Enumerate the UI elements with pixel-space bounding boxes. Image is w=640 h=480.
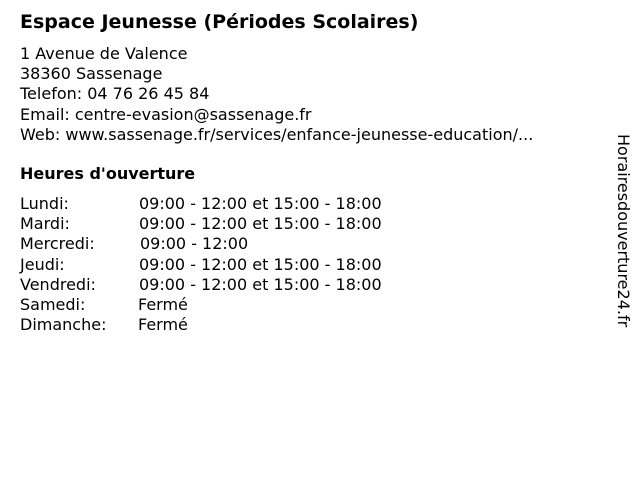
street-address: 1 Avenue de Valence (20, 44, 188, 63)
time-value: 09:00 - 12:00 (140, 234, 249, 254)
city-postal: 38360 Sassenage (20, 64, 163, 84)
phone-line: Telefon: 04 76 26 45 84 (20, 84, 210, 104)
day-label: Mardi: (20, 214, 70, 234)
time-value: 09:00 - 12:00 et 15:00 - 18:00 (139, 274, 382, 294)
hours-heading: Heures d'ouverture (20, 164, 196, 183)
email-line: Email: centre-evasion@sassenage.fr (20, 104, 312, 124)
day-label: Samedi: (20, 294, 86, 314)
day-label: Vendredi: (20, 274, 96, 294)
web-line: Web: www.sassenage.fr/services/enfance-jeunesse-education/... (20, 124, 534, 144)
time-value: 09:00 - 12:00 et 15:00 - 18:00 (139, 254, 382, 274)
address-block (20, 44, 533, 145)
time-value: 09:00 - 12:00 et 15:00 - 18:00 (139, 194, 382, 213)
day-label: Lundi: (20, 194, 69, 213)
day-label: Dimanche: (20, 315, 107, 335)
day-label: Mercredi: (20, 234, 95, 254)
day-label: Jeudi: (20, 254, 65, 274)
site-watermark: Horairesdouverture24.fr (614, 134, 633, 328)
time-value: Fermé (138, 294, 188, 314)
time-value: 09:00 - 12:00 et 15:00 - 18:00 (139, 214, 382, 234)
page-title: Espace Jeunesse (Périodes Scolaires) (20, 11, 419, 33)
time-value: Fermé (138, 315, 188, 335)
